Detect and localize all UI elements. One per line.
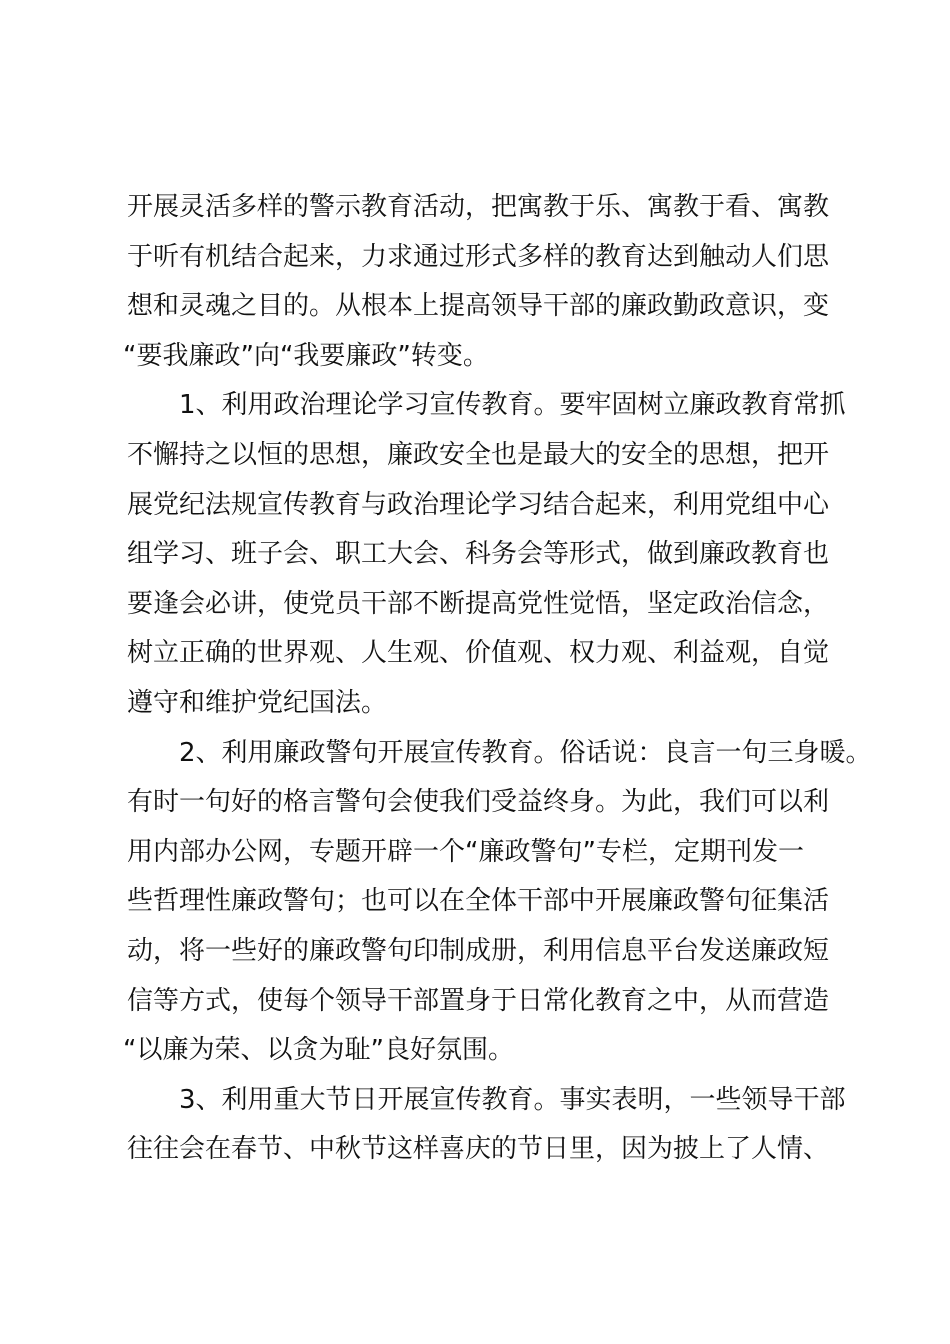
text-line: 动，将一些好的廉政警句印制成册，利用信息平台发送廉政短 [127,935,830,966]
text-line-first: 3、利用重大节日开展宣传教育。事实表明，一些领导干部 [179,1084,846,1115]
text-line: 有时一句好的格言警句会使我们受益终身。为此，我们可以利 [127,787,830,818]
text-line: 开展灵活多样的警示教育活动，把寓教于乐、寓教于看、寓教 [127,192,830,222]
text-line: 组学习、班子会、职工大会、科务会等形式，做到廉政教育也 [127,539,830,570]
text-line-first: 1、利用政治理论学习宣传教育。要牢固树立廉政教育常抓 [179,390,846,421]
text-line: 用内部办公网，专题开辟一个“廉政警句”专栏，定期刊发一 [127,836,804,867]
text-line: 些哲理性廉政警句；也可以在全体干部中开展廉政警句征集活 [127,886,830,917]
text-line: 要逢会必讲，使党员干部不断提高党性觉悟，坚定政治信念， [127,588,830,619]
paragraph-intro [123,183,847,381]
text-line: 树立正确的世界观、人生观、价值观、权力观、利益观，自觉 [127,638,830,669]
body-text [123,183,872,1175]
text-line: 不懈持之以恒的思想，廉政安全也是最大的安全的思想，把开 [127,439,830,470]
text-line: 信等方式，使每个领导干部置身于日常化教育之中，从而营造 [127,985,830,1016]
paragraph-item-1 [127,381,847,728]
text-line: 想和灵魂之目的。从根本上提高领导干部的廉政勤政意识，变 [127,291,830,322]
text-line-first: 2、利用廉政警句开展宣传教育。俗话说：良言一句三身暖。 [179,737,872,768]
text-line: “要我廉政”向“我要廉政”转变。 [123,340,489,371]
text-line: 往往会在春节、中秋节这样喜庆的节日里，因为披上了人情、 [127,1134,830,1165]
text-line: “以廉为荣、以贪为耻”良好氛围。 [123,1035,514,1066]
text-line: 遵守和维护党纪国法。 [127,687,388,718]
paragraph-item-3 [127,1076,847,1175]
text-line: 于听有机结合起来，力求通过形式多样的教育达到触动人们思 [127,241,830,272]
paragraph-item-2 [123,729,872,1076]
text-line: 展党纪法规宣传教育与政治理论学习结合起来，利用党组中心 [127,489,830,520]
